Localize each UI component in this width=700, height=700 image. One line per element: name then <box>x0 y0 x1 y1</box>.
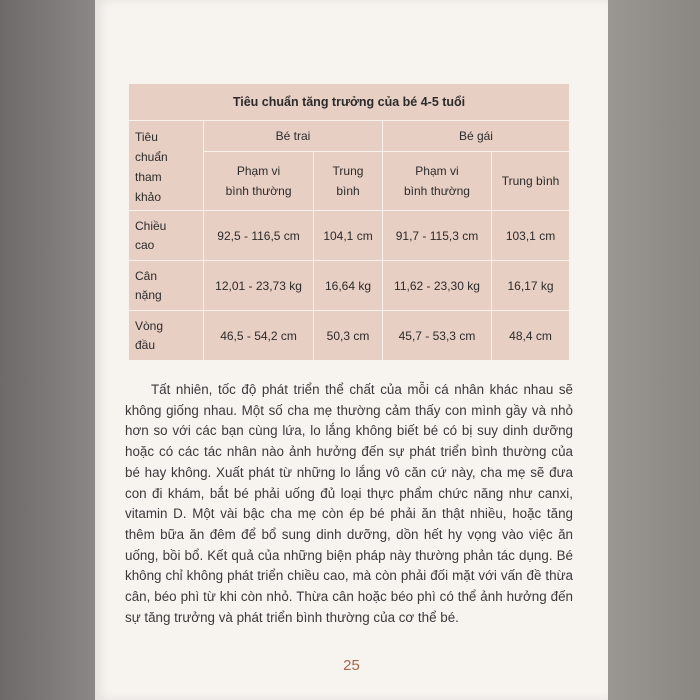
subheader-average-boys <box>314 152 383 211</box>
reference-header-line: khảo <box>135 190 162 204</box>
table-cell: 46,5 - 54,2 cm <box>204 311 314 361</box>
row-label-line: cao <box>135 237 155 252</box>
table-row <box>129 261 570 311</box>
growth-standards-table <box>128 83 570 361</box>
table-cell: 45,7 - 53,3 cm <box>382 311 491 361</box>
subheader-line: Trung <box>332 164 364 178</box>
row-label-line: Cân <box>135 268 158 283</box>
table-title: Tiêu chuẩn tăng trưởng của bé 4-5 tuổi <box>129 84 570 121</box>
background-left <box>0 0 95 700</box>
subheader-line: Phạm vi <box>415 164 459 178</box>
subheader-range-girls <box>382 152 491 211</box>
row-label-head-circumference <box>129 311 204 361</box>
table-row <box>129 311 570 361</box>
table-cell: 91,7 - 115,3 cm <box>382 211 491 261</box>
row-label-line: nặng <box>135 287 162 302</box>
table-cell: 103,1 cm <box>492 211 570 261</box>
subheader-line: bình thường <box>404 184 470 198</box>
row-label-line: Chiều <box>135 218 167 233</box>
reference-header <box>129 121 204 211</box>
reference-header-line: Tiêu <box>135 130 158 144</box>
background-right <box>608 0 700 700</box>
growth-table <box>128 83 570 361</box>
book-page <box>95 0 608 700</box>
group-header-boys: Bé trai <box>204 121 383 152</box>
table-cell: 16,17 kg <box>492 261 570 311</box>
reference-header-line: tham <box>135 170 162 184</box>
subheader-line: bình thường <box>225 184 292 198</box>
body-paragraph <box>125 380 573 628</box>
subheader-line: bình <box>336 184 360 198</box>
page-number: 25 <box>343 657 360 674</box>
row-label-line: đầu <box>135 337 156 352</box>
subheader-line: Phạm vi <box>236 164 281 178</box>
table-row <box>129 211 570 261</box>
reference-header-line: chuẩn <box>135 150 168 164</box>
group-header-girls: Bé gái <box>382 121 569 152</box>
table-cell: 48,4 cm <box>492 311 570 361</box>
table-cell: 50,3 cm <box>314 311 383 361</box>
row-label-weight <box>129 261 204 311</box>
table-cell: 12,01 - 23,73 kg <box>204 261 314 311</box>
subheader-range-boys <box>204 152 314 211</box>
row-label-line: Vòng <box>135 318 164 333</box>
body-paragraph-text: Tất nhiên, tốc độ phát triển thể chất của mỗi cá nhân khác nhau sẽ không giống nhau. Một số cha mẹ thường cảm thấy con mình gầy và nhỏ hơn so với các bạn cùng lứa, lo lắng không biết bé có bị suy dinh dưỡng hoặc có các tác nhân nào ảnh hưởng đến sự phát triển bình thường của bé hay không. Xuất phát từ những lo lắng vô căn cứ này, cha mẹ sẽ đưa con đi khám, bắt bé phải uống đủ loại thực phẩm chức năng như canxi, vitamin D. Một vài bậc cha mẹ còn ép bé phải ăn thật nhiều, hoặc tăng thêm bữa ăn đêm để bổ sung dinh dưỡng, dồn hết hy vọng vào việc ăn uống, bồi bổ. Kết quả của những biện pháp này thường phản tác dụng. Bé không chỉ không phát triển chiều cao, mà còn phải đối mặt với vấn đề thừa cân, béo phì từ khi còn nhỏ. Thừa cân hoặc béo phì có thể ảnh hưởng đến sự tăng trưởng và phát triển bình thường của cơ thể bé. <box>125 382 573 625</box>
row-label-height <box>129 211 204 261</box>
table-cell: 92,5 - 116,5 cm <box>204 211 314 261</box>
table-cell: 16,64 kg <box>314 261 383 311</box>
subheader-line: Trung bình <box>501 174 560 188</box>
table-cell: 104,1 cm <box>314 211 383 261</box>
table-cell: 11,62 - 23,30 kg <box>382 261 491 311</box>
subheader-average-girls <box>492 152 570 211</box>
